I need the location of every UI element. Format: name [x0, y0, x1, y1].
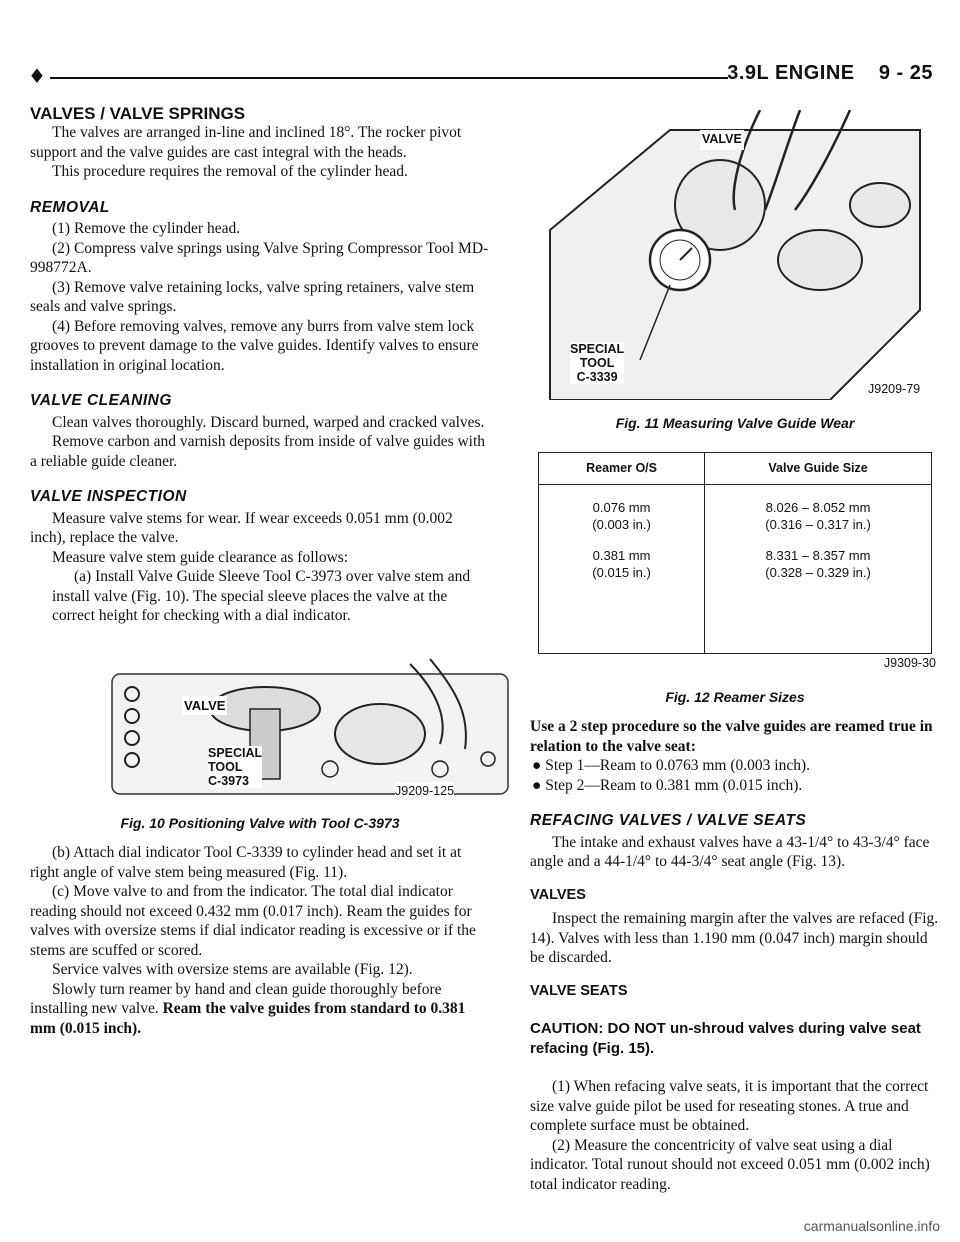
- cell-value: (0.003 in.): [592, 517, 651, 532]
- fig10-id: J9209-125: [395, 782, 454, 802]
- fig10-caption: Fig. 10 Positioning Valve with Tool C-3973: [120, 814, 400, 831]
- inspection-step-a: (a) Install Valve Guide Sleeve Tool C-3973 over valve stem and install valve (Fig. 10). The special sleeve places the valve at the correct height for checking with a dial indicator.: [52, 568, 471, 624]
- header-rule: [50, 77, 728, 79]
- cell-value: (0.316 – 0.317 in.): [765, 517, 871, 532]
- fig11-caption: Fig. 11 Measuring Valve Guide Wear: [615, 415, 855, 431]
- reamer-sizes-table: [538, 452, 932, 655]
- table-figure-id: J9309-30: [883, 656, 936, 670]
- table-header-guide-size: Valve Guide Size: [705, 452, 932, 485]
- fig10-label-valve: VALVE: [182, 696, 227, 716]
- removal-step-4: (4) Before removing valves, remove any burrs from valve stem lock grooves to prevent damage to the valve guides. Identify valves to ensure installation in original location.: [30, 317, 479, 374]
- cell-value: 8.331 – 8.357 mm: [765, 548, 871, 563]
- intro-text: The valves are arranged in-line and inclined 18°. The rocker pivot support and the valve guides are cast integral with the heads.: [30, 124, 462, 161]
- right-column: [530, 130, 940, 1194]
- page-header: [28, 60, 933, 92]
- table-row: [539, 485, 932, 654]
- fig10-label-tool: SPECIAL TOOL C-3973: [208, 745, 263, 788]
- step-1: ● Step 1—Ream to 0.0763 mm (0.003 inch).: [532, 757, 811, 774]
- table-header-reamer: Reamer O/S: [539, 452, 705, 485]
- heading-valves-springs: VALVES / VALVE SPRINGS: [30, 104, 246, 123]
- refacing-text: The intake and exhaust valves have a 43-1/4° to 43-3/4° face angle and a 44-1/4° to 44-3/4° seat angle (Fig. 13).: [530, 833, 930, 870]
- cell-value: 8.026 – 8.052 mm: [765, 500, 871, 515]
- cell-value: (0.015 in.): [592, 565, 651, 580]
- heading-cleaning: VALVE CLEANING: [30, 392, 172, 409]
- intro-text-2: This procedure requires the removal of the cylinder head.: [52, 163, 408, 180]
- cell-value: 0.381 mm: [592, 548, 651, 563]
- removal-step-2: (2) Compress valve springs using Valve Spring Compressor Tool MD-998772A.: [30, 239, 489, 276]
- heading-refacing: REFACING VALVES / VALVE SEATS: [530, 812, 807, 829]
- seat-step-2: (2) Measure the concentricity of valve seat using a dial indicator. Total runout should not exceed 0.051 mm (0.002 inch) total indicator reading.: [530, 1136, 930, 1193]
- heading-inspection: VALVE INSPECTION: [30, 488, 187, 505]
- page-title: 3.9L ENGINE 9 - 25: [727, 62, 933, 84]
- fig12-caption: Fig. 12 Reamer Sizes: [665, 688, 805, 705]
- table-cell-guide: [705, 485, 932, 654]
- heading-valve-seats: VALVE SEATS: [530, 982, 628, 999]
- diamond-icon: ♦: [28, 64, 46, 88]
- inspection-text-1: Measure valve stems for wear. If wear exceeds 0.051 mm (0.002 inch), replace the valve.: [30, 509, 453, 546]
- heading-removal: REMOVAL: [30, 198, 110, 216]
- fig11-label-valve: VALVE: [700, 130, 744, 150]
- caution-text: CAUTION: DO NOT un-shroud valves during valve seat refacing (Fig. 15).: [530, 1020, 921, 1057]
- slowly-bold: Ream the valve guides from standard to 0.381 mm (0.015 inch).: [30, 1000, 466, 1037]
- fig11-id: J9209-79: [868, 380, 920, 400]
- removal-step-1: (1) Remove the cylinder head.: [52, 220, 241, 237]
- heading-valves: VALVES: [530, 886, 586, 903]
- cell-value: (0.328 – 0.329 in.): [765, 565, 871, 580]
- inspection-text-2: Measure valve stem guide clearance as follows:: [52, 548, 349, 566]
- figure-10: [30, 654, 490, 804]
- cleaning-text-2: Remove carbon and varnish deposits from inside of valve guides with a reliable guide cleaner.: [30, 433, 486, 470]
- two-step-text: Use a 2 step procedure so the valve guides are reamed true in relation to the valve seat:: [530, 718, 933, 755]
- seat-step-1: (1) When refacing valve seats, it is important that the correct size valve guide pilot be used for reseating stones. A true and complete surface must be obtained.: [530, 1078, 929, 1134]
- cell-value: 0.076 mm: [592, 500, 651, 515]
- inspection-step-b: (b) Attach dial indicator Tool C-3339 to cylinder head and set it at right angle of valve stem being measured (Fig. 11).: [30, 844, 462, 881]
- step-2: ● Step 2—Ream to 0.381 mm (0.015 inch).: [532, 776, 803, 794]
- service-text: Service valves with oversize stems are available (Fig. 12).: [52, 961, 413, 978]
- removal-step-3: (3) Remove valve retaining locks, valve spring retainers, valve stem seals and valve springs.: [30, 278, 475, 315]
- fig11-label-tool: SPECIAL TOOL C-3339: [570, 342, 625, 384]
- table-cell-reamer: [539, 485, 705, 654]
- site-watermark: carmanualsonline.info: [803, 1218, 940, 1234]
- left-column: [30, 104, 490, 1038]
- figure-11: [530, 110, 940, 400]
- valves-text: Inspect the remaining margin after the valves are refaced (Fig. 14). Valves with less than 1.190 mm (0.047 inch) margin should be discarded.: [530, 910, 939, 966]
- slowly-text: [30, 980, 490, 1039]
- slowly-plain: Slowly turn reamer by hand and clean guide thoroughly before installing new valve.: [30, 980, 442, 1017]
- cleaning-text-1: Clean valves thoroughly. Discard burned, warped and cracked valves.: [52, 413, 485, 431]
- inspection-step-c: (c) Move valve to and from the indicator. The total dial indicator reading should not exceed 0.432 mm (0.017 inch). Ream the guides for valves with oversize stems if dial indicator reading is excessive or if the stems are scuffed or scored.: [30, 883, 476, 959]
